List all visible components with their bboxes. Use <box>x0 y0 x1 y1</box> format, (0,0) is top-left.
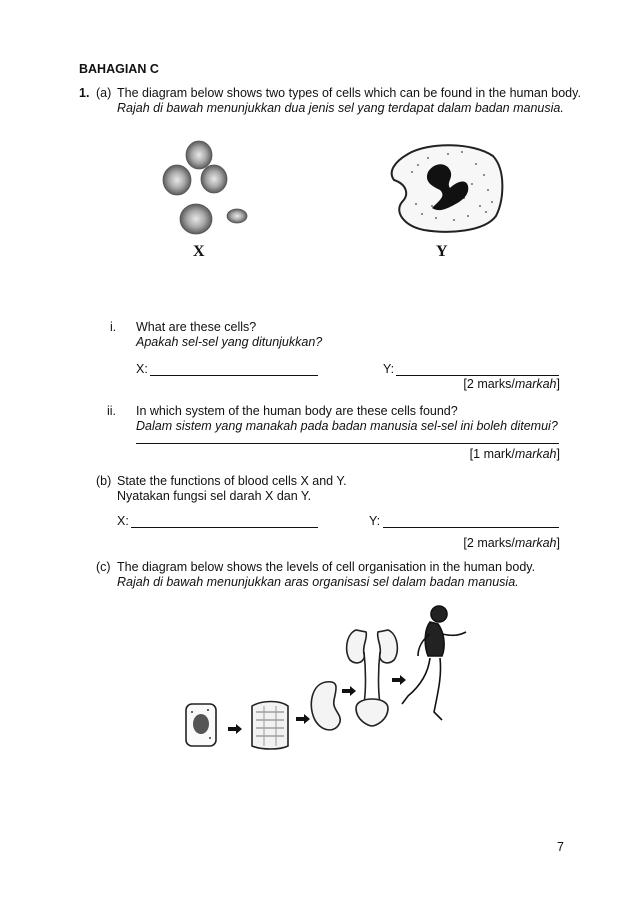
part-b-question-ms: Nyatakan fungsi sel darah X dan Y. <box>117 489 312 503</box>
function-y-line[interactable] <box>383 527 559 528</box>
subquestion-ii-number: ii. <box>107 404 117 418</box>
arrow-icon <box>296 714 310 724</box>
red-blood-cells-figure <box>150 125 260 265</box>
section-title: BAHAGIAN C <box>79 62 159 76</box>
organism-level-runner-figure <box>402 606 466 720</box>
part-c-intro-en: The diagram below shows the levels of cell organisation in the human body. <box>117 560 536 574</box>
cell-organisation-diagram <box>180 600 480 760</box>
question-number: 1. <box>79 86 90 100</box>
tissue-level-figure <box>252 702 288 750</box>
part-c-intro-ms: Rajah di bawah menunjukkan aras organisasi sel dalam badan manusia. <box>117 575 519 589</box>
answer-ii-line[interactable] <box>136 443 559 444</box>
subquestion-ii-ms: Dalam sistem yang manakah pada badan manusia sel-sel ini boleh ditemui? <box>136 419 558 433</box>
part-b-question-en: State the functions of blood cells X and Y. <box>117 474 347 488</box>
answer-y-prompt: Y: <box>383 362 395 376</box>
cell-disc <box>163 165 191 195</box>
marks-b: [2 marks/markah] <box>463 536 560 550</box>
cell-level-figure <box>186 704 216 746</box>
cell-disc <box>186 141 212 169</box>
answer-x-prompt: X: <box>136 362 148 376</box>
function-y-prompt: Y: <box>369 514 381 528</box>
arrow-icon <box>392 675 406 685</box>
subquestion-i-en: What are these cells? <box>136 320 257 334</box>
part-a-intro-ms: Rajah di bawah menunjukkan dua jenis sel yang terdapat dalam badan manusia. <box>117 101 564 115</box>
function-x-prompt: X: <box>117 514 129 528</box>
cell-disc <box>227 209 247 223</box>
cell-y-label: Y <box>436 243 448 260</box>
answer-x-line[interactable] <box>150 375 318 376</box>
cell-disc <box>180 204 212 234</box>
part-a-label: (a) <box>96 86 112 100</box>
subquestion-ii-en: In which system of the human body are these cells found? <box>136 404 458 418</box>
marks-ii: [1 mark/markah] <box>469 447 560 461</box>
part-a-intro-en: The diagram below shows two types of cells which can be found in the human body. <box>117 86 581 100</box>
arrow-icon <box>228 724 242 734</box>
arrow-icon <box>342 686 356 696</box>
function-x-line[interactable] <box>131 527 318 528</box>
page-number: 7 <box>557 840 564 854</box>
marks-i: [2 marks/markah] <box>463 377 560 391</box>
white-blood-cell-figure <box>388 140 508 235</box>
part-b-label: (b) <box>96 474 112 488</box>
subquestion-i-ms: Apakah sel-sel yang ditunjukkan? <box>136 335 323 349</box>
part-c-label: (c) <box>96 560 111 574</box>
answer-y-line[interactable] <box>396 375 559 376</box>
subquestion-i-number: i. <box>110 320 117 334</box>
organ-system-level-figure <box>347 630 398 726</box>
cell-x-label: X <box>193 243 205 260</box>
organ-level-kidney-figure <box>311 682 340 730</box>
cell-disc <box>201 165 227 193</box>
